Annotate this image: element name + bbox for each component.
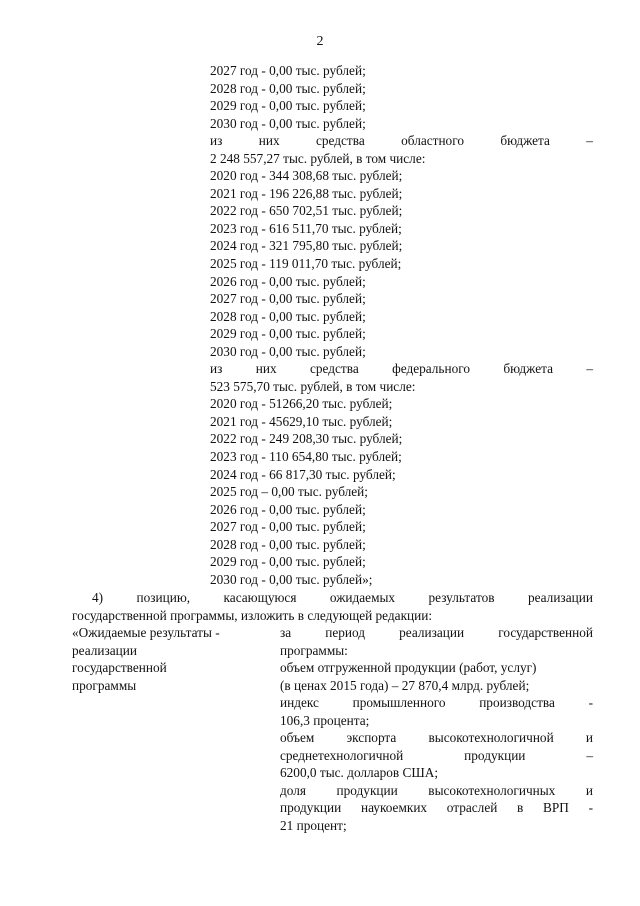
word: государственной <box>498 625 593 640</box>
funding-line <box>210 360 593 378</box>
word: высокотехнологичных <box>428 782 556 798</box>
word: них <box>258 133 280 149</box>
table-left-column <box>72 624 272 694</box>
funding-line: 2024 год - 66 817,30 тыс. рублей; <box>210 466 396 482</box>
funding-line: 2022 год - 249 208,30 тыс. рублей; <box>210 431 403 447</box>
word: реализации <box>399 625 465 640</box>
funding-line: 2024 год - 321 795,80 тыс. рублей; <box>210 238 403 254</box>
word: и <box>585 782 593 798</box>
funding-line: 2021 год - 196 226,88 тыс. рублей; <box>210 185 403 201</box>
funding-lines <box>210 62 593 588</box>
funding-line: 2021 год - 45629,10 тыс. рублей; <box>210 413 393 429</box>
table-left-line: государственной <box>72 660 167 675</box>
word: из <box>210 361 223 377</box>
funding-line: 2 248 557,27 тыс. рублей, в том числе: <box>210 150 426 166</box>
funding-line: 2020 год - 51266,20 тыс. рублей; <box>210 396 393 412</box>
word: средства <box>315 133 365 149</box>
funding-line: 2029 год - 0,00 тыс. рублей; <box>210 554 366 570</box>
word: средства <box>309 361 359 377</box>
table-left-line: реализации <box>72 642 137 658</box>
funding-line: 2025 год – 0,00 тыс. рублей; <box>210 484 368 500</box>
funding-line: 2022 год - 650 702,51 тыс. рублей; <box>210 203 403 219</box>
word: – <box>586 361 593 377</box>
funding-line: 2028 год - 0,00 тыс. рублей; <box>210 536 366 552</box>
word: объем <box>280 730 315 745</box>
funding-line: 2023 год - 616 511,70 тыс. рублей; <box>210 220 402 236</box>
table-right-line: 106,3 процента; <box>280 712 370 728</box>
word: отраслей <box>446 800 498 815</box>
word: 4) <box>92 590 104 605</box>
word: - <box>588 695 593 710</box>
table-right-line <box>280 782 593 800</box>
word: из <box>210 133 223 149</box>
word: реализации <box>527 590 593 605</box>
table-left-line: «Ожидаемые результаты - <box>72 625 220 640</box>
word: высокотехнологичной <box>428 730 554 745</box>
word: – <box>586 747 593 763</box>
word: ВРП <box>543 800 569 815</box>
word: ожидаемых <box>329 590 396 605</box>
funding-line: 2030 год - 0,00 тыс. рублей; <box>210 115 366 131</box>
word: продукции <box>336 782 398 798</box>
table-right-line <box>280 799 593 817</box>
table-right-line <box>280 624 593 642</box>
funding-line: 2030 год - 0,00 тыс. рублей»; <box>210 571 373 587</box>
table-right-line: 21 процент; <box>280 817 347 833</box>
word: них <box>255 361 277 377</box>
paragraph-4 <box>72 589 593 624</box>
funding-line: 2026 год - 0,00 тыс. рублей; <box>210 501 366 517</box>
table-left-line: программы <box>72 677 137 693</box>
funding-line: 2020 год - 344 308,68 тыс. рублей; <box>210 168 403 184</box>
table-right-line <box>280 747 593 765</box>
funding-line: 2025 год - 119 011,70 тыс. рублей; <box>210 256 402 272</box>
funding-line <box>210 132 593 150</box>
funding-line: 2026 год - 0,00 тыс. рублей; <box>210 273 366 289</box>
funding-line: 2027 год - 0,00 тыс. рублей; <box>210 519 366 535</box>
funding-line: 2029 год - 0,00 тыс. рублей; <box>210 326 366 342</box>
word: областного <box>401 133 464 149</box>
table-right-column <box>280 624 593 834</box>
paragraph-4-line-2: государственной программы, изложить в следующей редакции: <box>72 607 433 623</box>
word: за <box>280 625 292 640</box>
word: – <box>586 133 593 149</box>
table-right-line: объем отгруженной продукции (работ, услуг) <box>280 660 537 675</box>
table-right-line: (в ценах 2015 года) – 27 870,4 млрд. рублей; <box>280 677 530 693</box>
funding-line: 2027 год - 0,00 тыс. рублей; <box>210 291 366 307</box>
word: продукции <box>280 800 342 815</box>
funding-line: 2029 год - 0,00 тыс. рублей; <box>210 98 366 114</box>
table-right-line <box>280 729 593 747</box>
word: производства <box>479 695 555 710</box>
table-right-line <box>280 694 593 712</box>
word: экспорта <box>346 730 397 745</box>
funding-line: 2027 год - 0,00 тыс. рублей; <box>210 63 366 78</box>
word: результатов <box>428 590 495 605</box>
funding-line: 523 575,70 тыс. рублей, в том числе: <box>210 378 416 394</box>
word: бюджета <box>500 133 550 149</box>
word: федерального <box>392 361 471 377</box>
word: и <box>585 730 593 745</box>
word: - <box>588 800 593 815</box>
paragraph-4-line-1 <box>72 589 593 607</box>
table-right-line: 6200,0 тыс. долларов США; <box>280 765 439 780</box>
word: касающуюся <box>223 590 297 605</box>
word: индекс <box>280 695 319 710</box>
word: среднетехнологичной <box>280 747 404 763</box>
word: позицию, <box>136 590 191 605</box>
funding-line: 2023 год - 110 654,80 тыс. рублей; <box>210 449 402 465</box>
word: доля <box>280 782 306 798</box>
word: продукции <box>464 747 526 763</box>
word: промышленного <box>352 695 446 710</box>
word: бюджета <box>503 361 553 377</box>
word: период <box>325 625 366 640</box>
word: в <box>517 800 524 815</box>
table-right-line: программы: <box>280 642 348 658</box>
word: наукоемких <box>360 800 428 815</box>
funding-line: 2028 год - 0,00 тыс. рублей; <box>210 80 366 96</box>
funding-line: 2028 год - 0,00 тыс. рублей; <box>210 308 366 324</box>
funding-line: 2030 год - 0,00 тыс. рублей; <box>210 343 366 359</box>
page-number: 2 <box>316 34 324 49</box>
